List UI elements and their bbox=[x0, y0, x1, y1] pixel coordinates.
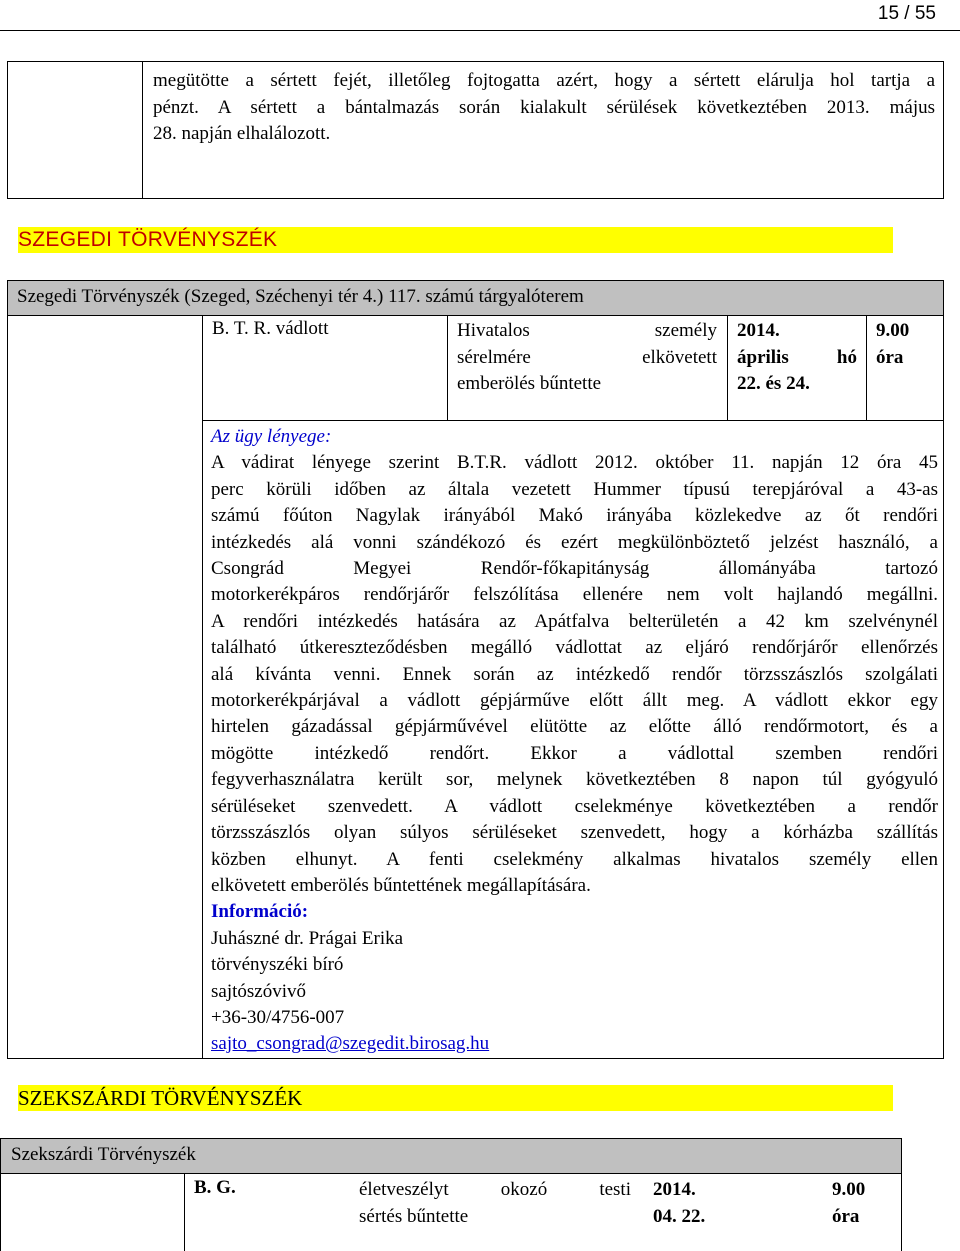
charge bbox=[457, 318, 717, 398]
summary-line: törzsszászlós olyan súlyos sérüléseket szenvedett, hogy a kórházba szállítás bbox=[211, 822, 938, 844]
date-line: 2014. bbox=[653, 1179, 696, 1200]
charge-line: életveszélyt okozó testi bbox=[359, 1179, 631, 1200]
col-divider bbox=[866, 315, 867, 420]
summary-line: közben elhunyt. A fenti cselekmény alkalmas hivatalos személy ellen bbox=[211, 848, 938, 870]
summary-heading: Az ügy lényege: bbox=[211, 426, 332, 447]
summary-line: motorkerékpáros rendőrjárőr felszólítása ellenére nem volt hajlandó megállni. bbox=[211, 584, 938, 606]
date-line: 2014. bbox=[737, 320, 780, 341]
time-line: óra bbox=[832, 1205, 860, 1227]
case-summary bbox=[211, 424, 938, 1058]
charge-line: sértés bűntette bbox=[359, 1205, 469, 1227]
summary-line: intézkedés alá vonni szándékozó és ezért megkülönböztető jelzést használó, a bbox=[211, 531, 938, 553]
time-line: óra bbox=[876, 346, 904, 368]
col-divider bbox=[202, 315, 203, 1059]
summary-line: számú főúton Nagylak irányából Makó irányába közlekedve az őt rendőri bbox=[211, 505, 938, 527]
summary-line: elkövetett emberölés bűntettének megállapítására. bbox=[211, 874, 591, 896]
date-line: 22. és 24. bbox=[737, 373, 810, 394]
time-line: 9.00 bbox=[876, 320, 910, 341]
defendant: B. G. bbox=[194, 1177, 236, 1198]
summary-line: mögötte intézkedő rendőrt. Ekkor a vádlottal szemben rendőri bbox=[211, 742, 938, 764]
text-line: pénzt. A sértett a bántalmazás során kialakult sérülések következtében 2013. május bbox=[153, 96, 935, 118]
hearing-time bbox=[832, 1177, 892, 1230]
venue-text: Szekszárdi Törvényszék bbox=[11, 1144, 196, 1165]
text-line: 28. napján elhalálozott. bbox=[153, 123, 331, 144]
venue-text: Szegedi Törvényszék (Szeged, Széchenyi tér 4.) 117. számú tárgyalóterem bbox=[17, 286, 584, 307]
summary-line: található útkereszteződésben megálló vádlottat az eljáró rendőrjárőr ellenőrzés bbox=[211, 637, 938, 659]
date-line: április hó bbox=[737, 346, 857, 368]
hearing-time bbox=[876, 318, 936, 371]
previous-case-left-cell bbox=[7, 61, 143, 199]
venue-bar-szeged bbox=[7, 280, 944, 316]
contact-name: Juhászné dr. Prágai Erika bbox=[211, 927, 404, 949]
summary-line: A vádirat lényege szerint B.T.R. vádlott 2012. október 11. napján 12 óra 45 bbox=[211, 452, 938, 474]
summary-line: alá kívánta venni. Ennek során az intézkedő rendőr törzsszászlós szolgálati bbox=[211, 663, 938, 685]
row-divider bbox=[202, 420, 944, 421]
summary-line: sérüléseket szenvedett. A vádlott cselekménye következtében a rendőr bbox=[211, 795, 938, 817]
col-divider bbox=[184, 1173, 185, 1251]
contact-email-link[interactable]: sajto_csongrad@szegedit.birosag.hu bbox=[211, 1033, 490, 1055]
court-title-szekszard: SZEKSZÁRDI TÖRVÉNYSZÉK bbox=[18, 1085, 893, 1111]
col-divider bbox=[447, 315, 448, 420]
hearing-date bbox=[653, 1177, 773, 1230]
time-line: 9.00 bbox=[832, 1179, 866, 1200]
venue-bar-szekszard bbox=[0, 1138, 902, 1174]
hearing-date bbox=[737, 318, 857, 398]
summary-line: perc körüli időben az általa vezetett Hummer típusú terepjáróval a 43-as bbox=[211, 478, 938, 500]
summary-line: fegyverhasználatra került sor, melynek következtében 8 napon túl gyógyuló bbox=[211, 769, 938, 791]
header-rule bbox=[0, 30, 960, 31]
charge-line: sérelmére elkövetett bbox=[457, 346, 717, 368]
charge-line: emberölés bűntette bbox=[457, 373, 602, 394]
info-heading: Információ: bbox=[211, 901, 309, 923]
summary-line: motorkerékpárjával a vádlott gépjárműve előtt állt meg. A vádlott ekkor egy bbox=[211, 690, 938, 712]
summary-line: A rendőri intézkedés hatására az Apátfalva belterületén a 42 km szelvénynél bbox=[211, 610, 938, 632]
court-title-szeged: SZEGEDI TÖRVÉNYSZÉK bbox=[18, 227, 893, 253]
defendant: B. T. R. vádlott bbox=[212, 318, 329, 339]
previous-case-text bbox=[153, 68, 935, 148]
text-line: megütötte a sértett fejét, illetőleg fojtogatta azért, hogy a sértett elárulja hol tartja a bbox=[153, 70, 935, 91]
summary-line: hirtelen gázadással gépjárművével elütötte az előtte álló rendőrmotort, és a bbox=[211, 716, 938, 738]
col-divider bbox=[727, 315, 728, 420]
page-number: 15 / 55 bbox=[877, 3, 936, 24]
contact-title: törvényszéki bíró bbox=[211, 954, 344, 976]
charge-line: Hivatalos személy bbox=[457, 320, 717, 341]
charge bbox=[359, 1177, 631, 1230]
contact-phone: +36-30/4756-007 bbox=[211, 1006, 345, 1028]
summary-line: Csongrád Megyei Rendőr-főkapitányság állományába tartozó bbox=[211, 558, 938, 580]
date-line: 04. 22. bbox=[653, 1205, 706, 1227]
contact-role: sajtószóvivő bbox=[211, 980, 306, 1002]
